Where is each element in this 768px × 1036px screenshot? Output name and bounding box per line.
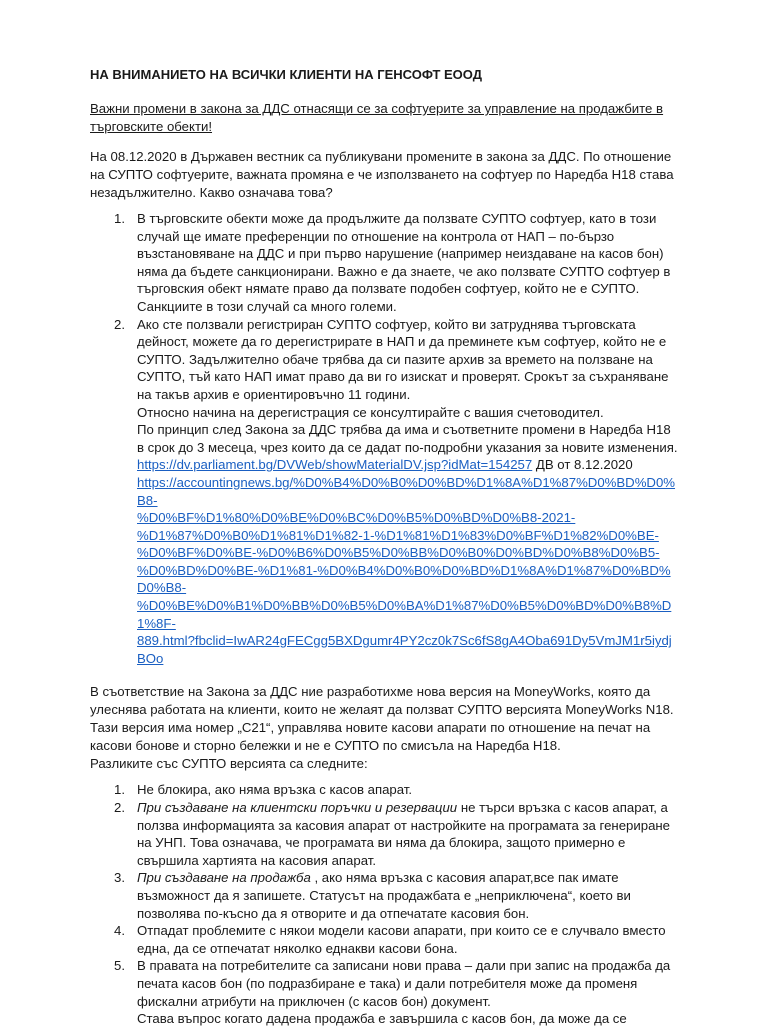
list-item-text: Не блокира, ако няма връзка с касов апарат. bbox=[137, 782, 413, 798]
accountingnews-link-line[interactable]: %D0%BD%D0%BE-%D1%81-%D0%B4%D0%B0%D0%BD%D1%8A%D1%87%D0%BD%D0%B8- bbox=[137, 562, 671, 596]
list-item-text: В правата на потребителите са записани нови права – дали при запис на продажба да печата касов бон (по подразбиране е така) и дали потребителя може да променя фискални атрибути на приключен (с касов бон) документ. bbox=[137, 958, 671, 1009]
italic-phrase: При създаване на клиентски поръчки и резервации bbox=[137, 800, 458, 816]
list-item bbox=[90, 210, 680, 316]
differences-intro: Разликите със СУПТО версията са следните: bbox=[90, 756, 368, 772]
version-text: Тази версия има номер „С21“, управлява новите касови апарати по отношение на печат на касови бонове и сторно бележки и не е СУПТО по смисъла на Наредба Н18. bbox=[90, 720, 651, 754]
accountingnews-link-line[interactable]: %D0%BF%D1%80%D0%BE%D0%BC%D0%B5%D0%BD%D0%B8-2021- bbox=[137, 510, 576, 526]
list-item bbox=[90, 922, 680, 957]
italic-phrase: При създаване на продажба bbox=[137, 870, 311, 886]
list-item-text: Ако сте ползвали регистриран СУПТО софтуер, който ви затруднява търговската дейност, можете да го дерегистрирате в НАП и да преминете към софтуер, който не е СУПТО. Задължително обаче трябва да си пазите архив за времето на ползване на СУПТО, тъй като НАП имат право да ви го изискат и проверят. Срокът за съхраняване на такъв архив е ориентировъчно 11 години. bbox=[137, 316, 669, 402]
list-item-text bbox=[137, 456, 680, 474]
item-body: , ако няма връзка с касовия апарат,все пак имате възможност да я запишете. Статусът на продажбата е „неприключена“, което ви позволява по-късно да я отворите и да отпечатате касовия бон. bbox=[137, 870, 631, 921]
list-item bbox=[90, 781, 680, 799]
document-page bbox=[90, 66, 680, 1036]
list-number: 3. bbox=[114, 870, 125, 886]
version-paragraph bbox=[90, 683, 680, 773]
intro-paragraph: На 08.12.2020 в Държавен вестник са публикувани промените в закона за ДДС. По отношение на СУПТО софтуерите, важната промяна е че използването на софтуер по Наредба Н18 става незадължително. Какво означава това? bbox=[90, 149, 674, 200]
link-suffix: ДВ от 8.12.2020 bbox=[532, 457, 633, 473]
list-number: 1. bbox=[114, 782, 125, 798]
version-text: В съответствие на Закона за ДДС ние разработихме нова версия на MoneyWorks, която да улеснява работата на клиенти, които не желаят да ползват СУПТО версията MoneyWorks N18. bbox=[90, 684, 674, 718]
document-subtitle: Важни промени в закона за ДДС отнасящи се за софтуерите за управление на продажбите в търговските обекти! bbox=[90, 101, 664, 134]
list-number: 2. bbox=[114, 316, 125, 332]
list-item-text: Става въпрос когато дадена продажба е завършила с касов бон, да може да се bbox=[137, 1011, 627, 1027]
list-item bbox=[90, 316, 680, 668]
document-heading: НА ВНИМАНИЕТО НА ВСИЧКИ КЛИЕНТИ НА ГЕНСОФТ ЕООД bbox=[90, 67, 482, 82]
list-item bbox=[90, 799, 680, 869]
item-body: не търси връзка с касов апарат, а ползва информацията за касовия апарат от настройките на програмата за генериране на УНП. Това означава, че програмата ви няма да блокира, защото примерно е свършила хартията на касовия апарат. bbox=[137, 800, 671, 868]
list-number: 5. bbox=[114, 958, 125, 974]
accountingnews-link-line[interactable]: %D1%87%D0%B0%D1%81%D1%82-1-%D1%81%D1%83%D0%BF%D1%82%D0%BE- bbox=[137, 527, 659, 543]
list-item bbox=[90, 957, 680, 1027]
list-number: 2. bbox=[114, 800, 125, 816]
list-number: 1. bbox=[114, 211, 125, 226]
list-item bbox=[90, 869, 680, 922]
list-item-text bbox=[137, 869, 680, 922]
accountingnews-link-block bbox=[137, 474, 680, 668]
accountingnews-link-line[interactable]: https://accountingnews.bg/%D0%B4%D0%B0%D0%BD%D1%8A%D1%87%D0%BD%D0%B8- bbox=[137, 474, 676, 508]
list-item-text: По принцип след Закона за ДДС трябва да има и съответните промени в Наредба Н18 в срок до 3 месеца, чрез които да се дадат по-подробни указания за новите изменения. bbox=[137, 422, 678, 455]
list-item-text bbox=[137, 799, 680, 869]
list-item-text: Отпадат проблемите с някои модели касови апарати, при които се е случвало вместо една, да се отпечатат няколко еднакви касови бона. bbox=[137, 923, 666, 956]
list-item-text: В търговските обекти може да продължите да ползвате СУПТО софтуер, като в този случай ще имате преференции по отношение на контрола от НАП – по-бързо възстановяване на ДДС и при първо нарушение (например неиздаване на касов бон) няма да бъдете санкционирани. Важно е да знаете, че ако ползвате СУПТО софтуер в търговския обект нямате право да ползвате подобен софтуер, който не е СУПТО. Санкциите в този случай са много големи. bbox=[137, 211, 671, 314]
parliament-link[interactable]: https://dv.parliament.bg/DVWeb/showMaterialDV.jsp?idMat=154257 bbox=[137, 457, 533, 473]
accountingnews-link-line[interactable]: %D0%BE%D0%B1%D0%BB%D0%B5%D0%BA%D1%87%D0%B5%D0%BD%D0%B8%D1%8F- bbox=[137, 598, 672, 631]
accountingnews-link-line[interactable]: %D0%BF%D0%BE-%D0%B6%D0%B5%D0%BB%D0%B0%D0%BD%D0%B8%D0%B5- bbox=[137, 545, 660, 561]
accountingnews-link-line[interactable]: 889.html?fbclid=IwAR24gFECgg5BXDgumr4PY2cz0k7Sc6fS8gA4Oba691Dy5VmJM1r5iydjBOo bbox=[137, 633, 672, 666]
law-changes-list bbox=[90, 210, 680, 667]
list-item-text: Относно начина на дерегистрация се консултирайте с вашия счетоводител. bbox=[137, 404, 604, 420]
differences-list bbox=[90, 781, 680, 1027]
list-number: 4. bbox=[114, 923, 125, 939]
